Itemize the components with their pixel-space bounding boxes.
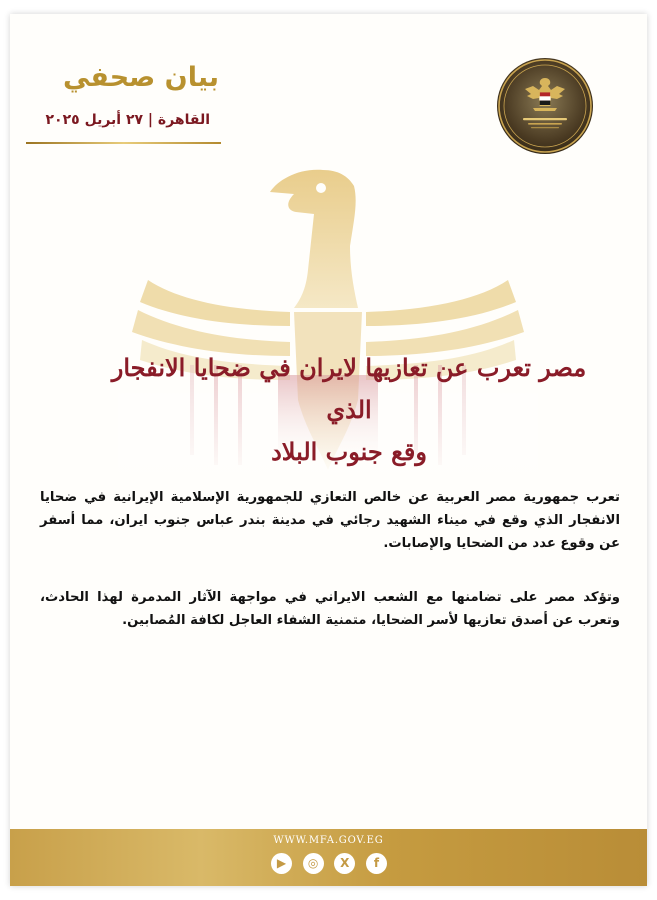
headline-line-1: مصر تعرب عن تعازيها لايران في ضحايا الانفجار الذي [111, 353, 587, 424]
footer-website-link[interactable]: WWW.MFA.GOV.EG [273, 835, 384, 846]
headline-line-2: وقع جنوب البلاد [271, 437, 427, 466]
body-paragraph-2: وتؤكد مصر على تضامنها مع الشعب الايراني في مواجهة الآثار المدمرة لهذا الحادث، وتعرب عن أصدق تعازيها لأسر الضحايا، متمنية الشفاء العاجل لكافة المُصابين. [40, 590, 620, 628]
facebook-icon[interactable]: f [366, 853, 387, 874]
dateline: القاهرة | ٢٧ أبريل ٢٠٢٥ [45, 112, 210, 128]
header-divider [26, 142, 221, 144]
x-icon[interactable]: X [334, 853, 355, 874]
youtube-icon[interactable]: ▶ [271, 853, 292, 874]
ministry-seal-icon [495, 56, 595, 156]
instagram-icon[interactable]: ◎ [303, 853, 324, 874]
social-links [271, 852, 387, 874]
press-release-title: بيان صحفي [62, 62, 219, 93]
body-paragraph-1: تعرب جمهورية مصر العربية عن خالص التعازي للجمهورية الإسلامية الإيرانية في ضحايا الانفجار الذي وقع في ميناء الشهيد رجائي في مدينة بندر عباس جنوب ايران، مما أسفر عن وقوع عدد من الضحايا والإصابات. [40, 490, 620, 551]
headline [90, 347, 608, 473]
